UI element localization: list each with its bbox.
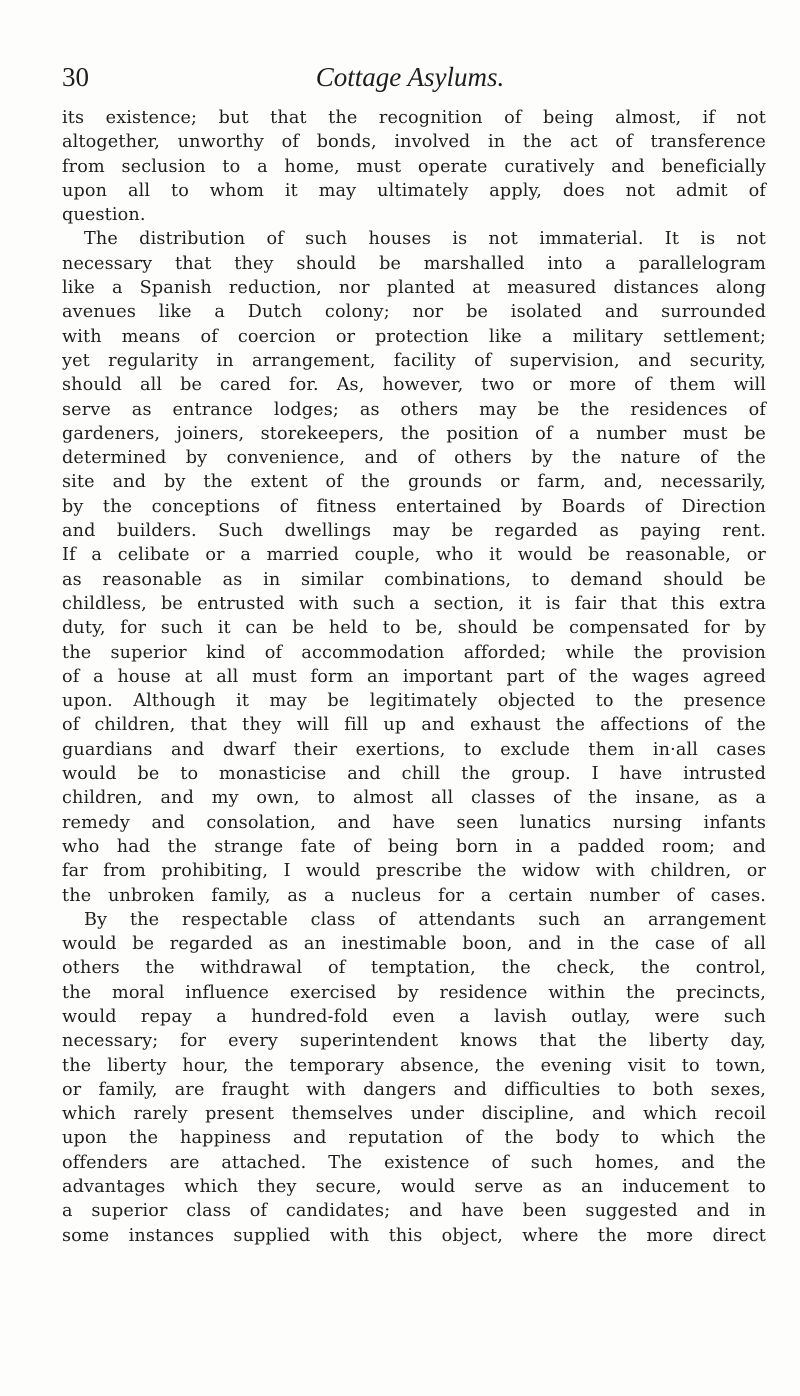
text-line: some instances supplied with this object, where the more direct — [62, 1225, 766, 1246]
text-line: far from prohibiting, I would prescribe the widow with children, or — [62, 861, 766, 882]
text-line: from seclusion to a home, must operate curatively and beneficially — [62, 156, 766, 177]
text-line: gardeners, joiners, storekeepers, the position of a number must be — [62, 423, 766, 444]
text-line: by the conceptions of fitness entertained by Boards of Direction — [62, 496, 766, 517]
text-line: necessary that they should be marshalled into a parallelogram — [62, 253, 766, 274]
body-text — [62, 106, 766, 1248]
text-line: of a house at all must form an important part of the wages agreed — [62, 666, 766, 687]
text-line: remedy and consolation, and have seen lunatics nursing infants — [62, 812, 766, 833]
text-line: site and by the extent of the grounds or farm, and, necessarily, — [62, 472, 766, 493]
text-line: avenues like a Dutch colony; nor be isolated and surrounded — [62, 302, 766, 323]
text-line: upon the happiness and reputation of the body to which the — [62, 1128, 766, 1149]
text-line: upon. Although it may be legitimately objected to the presence — [62, 691, 766, 712]
text-line: duty, for such it can be held to be, should be compensated for by — [62, 618, 766, 639]
text-line: upon all to whom it may ultimately apply, does not admit of — [62, 180, 766, 201]
text-line: yet regularity in arrangement, facility of supervision, and security, — [62, 350, 766, 371]
text-line: By the respectable class of attendants such an arrangement — [84, 909, 766, 930]
text-line: children, and my own, to almost all classes of the insane, as a — [62, 788, 766, 809]
text-line: the unbroken family, as a nucleus for a certain number of cases. — [62, 885, 766, 906]
text-line: the liberty hour, the temporary absence, the evening visit to town, — [62, 1055, 766, 1076]
text-line: the moral influence exercised by residence within the precincts, — [62, 982, 766, 1003]
text-line: would repay a hundred-fold even a lavish outlay, were such — [62, 1006, 766, 1027]
text-line: altogether, unworthy of bonds, involved in the act of transference — [62, 132, 766, 153]
text-line: childless, be entrusted with such a section, it is fair that this extra — [62, 593, 766, 614]
text-line: would be regarded as an inestimable boon, and in the case of all — [62, 934, 766, 955]
text-line: advantages which they secure, would serve as an inducement to — [62, 1177, 766, 1198]
text-line: The distribution of such houses is not immaterial. It is not — [84, 229, 766, 250]
text-line: others the withdrawal of temptation, the check, the control, — [62, 958, 766, 979]
text-line: with means of coercion or protection like a military settlement; — [62, 326, 766, 347]
text-line: as reasonable as in similar combinations, to demand should be — [62, 569, 766, 590]
text-line: of children, that they will fill up and exhaust the affections of the — [62, 715, 766, 736]
text-line: or family, are fraught with dangers and difficulties to both sexes, — [62, 1079, 766, 1100]
running-title: Cottage Asylums. — [315, 62, 505, 92]
text-line: determined by convenience, and of others by the nature of the — [62, 448, 766, 469]
running-head — [62, 60, 758, 94]
text-line: the superior kind of accommodation afforded; while the provision — [62, 642, 766, 663]
text-line: who had the strange fate of being born in a padded room; and — [62, 836, 766, 857]
text-line: its existence; but that the recognition of being almost, if not — [62, 108, 766, 128]
text-line: should all be cared for. As, however, two or more of them will — [62, 375, 766, 396]
text-line: necessary; for every superintendent knows that the liberty day, — [62, 1031, 766, 1052]
text-line: which rarely present themselves under discipline, and which recoil — [62, 1104, 766, 1125]
text-line: and builders. Such dwellings may be regarded as paying rent. — [62, 521, 766, 542]
text-line: If a celibate or a married couple, who it would be reasonable, or — [62, 545, 766, 566]
text-line: a superior class of candidates; and have been suggested and in — [62, 1201, 766, 1222]
text-line: guardians and dwarf their exertions, to exclude them in·all cases — [62, 739, 766, 760]
text-line: serve as entrance lodges; as others may be the residences of — [62, 399, 766, 420]
text-line: offenders are attached. The existence of such homes, and the — [62, 1152, 766, 1173]
text-line: question. — [62, 205, 146, 226]
text-line: like a Spanish reduction, nor planted at measured distances along — [62, 278, 766, 299]
page-number: 30 — [62, 62, 89, 92]
text-line: would be to monasticise and chill the group. I have intrusted — [62, 764, 766, 785]
